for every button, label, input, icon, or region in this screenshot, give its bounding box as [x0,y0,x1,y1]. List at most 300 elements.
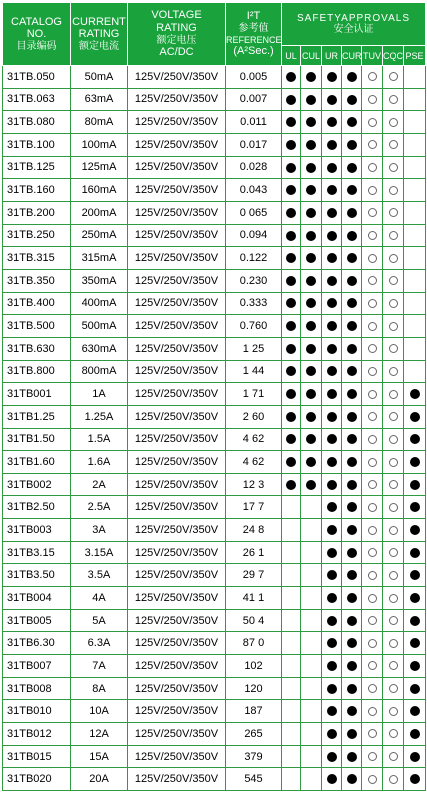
approval-cqc-cell [383,519,404,542]
filled-dot-icon [347,140,357,150]
filled-dot-icon [286,208,296,218]
approval-cul-cell [301,768,322,791]
filled-dot-icon [286,276,296,286]
approval-pse-cell [404,632,426,655]
i2t-value-cell: 0.333 [226,292,282,315]
approval-cur-cell [342,428,362,451]
filled-dot-icon [410,774,420,784]
approval-tuv-cell [362,269,383,292]
approval-cur-cell [342,677,362,700]
table-row [3,66,426,89]
hollow-circle-icon [368,95,377,104]
approval-cul-cell [301,496,322,519]
hollow-circle-icon [389,186,398,195]
approval-cqc-cell [383,473,404,496]
approval-tuv-cell [362,224,383,247]
filled-dot-icon [410,548,420,558]
hollow-circle-icon [389,254,398,263]
catalog-no-cell: 31TB.050 [3,66,71,89]
table-row [3,88,426,111]
approval-tuv-cell [362,496,383,519]
filled-dot-icon [347,502,357,512]
approval-ur-cell [322,383,342,406]
filled-dot-icon [327,480,337,490]
filled-dot-icon [327,434,337,444]
approval-cqc-cell [383,133,404,156]
filled-dot-icon [410,752,420,762]
catalog-no-cell: 31TB.200 [3,201,71,224]
approval-pse-cell [404,315,426,338]
current-rating-cell: 250mA [71,224,128,247]
current-rating-cell: 1.6A [71,451,128,474]
voltage-rating-cell: 125V/250V/350V [128,451,226,474]
hollow-circle-icon [368,163,377,172]
safety-header-line1: SAFETYAPPROVALS [297,12,411,24]
approval-ur-cell [322,745,342,768]
hollow-circle-icon [368,548,377,557]
voltage-header-acdc: AC/DC [159,46,194,59]
voltage-rating-cell: 125V/250V/350V [128,269,226,292]
filled-dot-icon [327,366,337,376]
filled-dot-icon [306,389,316,399]
voltage-rating-cell: 125V/250V/350V [128,519,226,542]
approval-pse-cell [404,609,426,632]
filled-dot-icon [347,389,357,399]
approval-pse-cell [404,655,426,678]
approval-ur-cell [322,405,342,428]
i2t-value-cell: 17 7 [226,496,282,519]
approval-ul-cell [282,451,301,474]
i2t-value-cell: 1 25 [226,337,282,360]
voltage-header-line2: RATING [156,21,197,34]
i2t-value-cell: 187 [226,700,282,723]
catalog-no-cell: 31TB002 [3,473,71,496]
catalog-no-cell: 31TB.350 [3,269,71,292]
approval-cqc-cell [383,66,404,89]
voltage-rating-cell: 125V/250V/350V [128,66,226,89]
approval-pse-cell [404,133,426,156]
approval-tuv-cell [362,609,383,632]
hollow-circle-icon [368,571,377,580]
catalog-no-cell: 31TB3.15 [3,541,71,564]
hollow-circle-icon [389,95,398,104]
filled-dot-icon [327,344,337,354]
catalog-header-cn: 目录编码 [16,40,57,52]
approval-pse-cell [404,473,426,496]
approval-cul-cell [301,337,322,360]
table-row [3,292,426,315]
hollow-circle-icon [389,412,398,421]
filled-dot-icon [347,480,357,490]
approval-cur-cell [342,383,362,406]
approval-ul-cell [282,768,301,791]
i2t-value-cell: 0.043 [226,179,282,202]
i2t-value-cell: 29 7 [226,564,282,587]
approval-pse-cell [404,496,426,519]
voltage-rating-cell: 125V/250V/350V [128,632,226,655]
voltage-rating-cell: 125V/250V/350V [128,337,226,360]
approval-cqc-cell [383,723,404,746]
approval-cur-cell [342,201,362,224]
approval-cul-cell [301,609,322,632]
approval-cul-cell [301,587,322,610]
approval-cul-cell [301,451,322,474]
hollow-circle-icon [389,163,398,172]
approval-tuv-cell [362,428,383,451]
i2t-value-cell: 1 44 [226,360,282,383]
current-rating-cell: 80mA [71,111,128,134]
approval-tuv-cell [362,632,383,655]
current-rating-cell: 1.5A [71,428,128,451]
filled-dot-icon [286,434,296,444]
filled-dot-icon [347,366,357,376]
approval-tuv-cell [362,156,383,179]
approval-pse-cell [404,88,426,111]
hollow-circle-icon [368,140,377,149]
filled-dot-icon [306,208,316,218]
catalog-no-cell: 31TB005 [3,609,71,632]
table-row [3,745,426,768]
current-rating-cell: 4A [71,587,128,610]
i2t-header-unit: (A²Sec.) [233,44,274,57]
filled-dot-icon [286,457,296,467]
approval-cqc-cell [383,179,404,202]
approval-ur-header: UR [322,46,342,66]
approval-cqc-cell [383,224,404,247]
approval-cur-cell [342,496,362,519]
approval-cqc-cell [383,201,404,224]
i2t-value-cell: 87 0 [226,632,282,655]
current-rating-cell: 800mA [71,360,128,383]
approval-cul-cell [301,564,322,587]
catalog-no-cell: 31TB1.60 [3,451,71,474]
table-row [3,564,426,587]
catalog-no-cell: 31TB.250 [3,224,71,247]
approval-cul-cell [301,315,322,338]
hollow-circle-icon [368,684,377,693]
approval-ur-cell [322,564,342,587]
table-row [3,723,426,746]
approval-ul-cell [282,111,301,134]
filled-dot-icon [286,321,296,331]
approval-ur-cell [322,541,342,564]
filled-dot-icon [286,231,296,241]
filled-dot-icon [327,412,337,422]
approval-ur-cell [322,88,342,111]
catalog-no-cell: 31TB.063 [3,88,71,111]
filled-dot-icon [306,163,316,173]
voltage-rating-cell: 125V/250V/350V [128,201,226,224]
i2t-value-cell: 265 [226,723,282,746]
approval-cur-cell [342,768,362,791]
approval-cqc-header: CQC [383,46,404,66]
filled-dot-icon [347,638,357,648]
filled-dot-icon [410,525,420,535]
i2t-value-cell: 0.122 [226,247,282,270]
approval-ul-cell [282,133,301,156]
filled-dot-icon [286,140,296,150]
i2t-value-cell: 0.007 [226,88,282,111]
hollow-circle-icon [389,276,398,285]
approval-ul-cell [282,519,301,542]
filled-dot-icon [306,95,316,105]
approval-ul-cell [282,315,301,338]
table-row [3,247,426,270]
current-rating-cell: 50mA [71,66,128,89]
approval-ul-cell [282,564,301,587]
voltage-rating-cell: 125V/250V/350V [128,541,226,564]
approval-cqc-cell [383,587,404,610]
catalog-no-cell: 31TB.125 [3,156,71,179]
voltage-header-cn: 额定电压 [156,34,197,46]
table-row [3,541,426,564]
approval-tuv-cell [362,473,383,496]
i2t-header-line1: I²T [246,10,261,23]
approval-tuv-cell [362,337,383,360]
hollow-circle-icon [368,729,377,738]
approval-ul-cell [282,383,301,406]
table-row [3,519,426,542]
catalog-no-cell: 31TB.160 [3,179,71,202]
filled-dot-icon [347,185,357,195]
i2t-value-cell: 379 [226,745,282,768]
filled-dot-icon [286,480,296,490]
catalog-no-cell: 31TB015 [3,745,71,768]
approval-cul-cell [301,723,322,746]
i2t-value-cell: 41 1 [226,587,282,610]
current-rating-cell: 100mA [71,133,128,156]
approval-cur-cell [342,405,362,428]
approval-cur-cell [342,745,362,768]
approval-tuv-cell [362,179,383,202]
approval-cul-cell [301,519,322,542]
hollow-circle-icon [389,594,398,603]
filled-dot-icon [327,774,337,784]
approval-cur-cell [342,541,362,564]
table-row [3,451,426,474]
hollow-circle-icon [389,752,398,761]
filled-dot-icon [410,616,420,626]
voltage-rating-cell: 125V/250V/350V [128,224,226,247]
filled-dot-icon [306,457,316,467]
hollow-circle-icon [368,72,377,81]
i2t-header [226,3,282,66]
filled-dot-icon [410,661,420,671]
filled-dot-icon [327,253,337,263]
filled-dot-icon [347,117,357,127]
filled-dot-icon [286,95,296,105]
filled-dot-icon [410,729,420,739]
approval-cur-cell [342,315,362,338]
hollow-circle-icon [368,186,377,195]
filled-dot-icon [410,706,420,716]
approval-cur-cell [342,292,362,315]
approval-ur-cell [322,700,342,723]
approval-cur-cell [342,337,362,360]
i2t-value-cell: 4 62 [226,428,282,451]
hollow-circle-icon [389,503,398,512]
catalog-no-cell: 31TB.500 [3,315,71,338]
current-rating-cell: 7A [71,655,128,678]
fuse-spec-table [2,2,426,791]
approval-cul-cell [301,677,322,700]
approval-ul-cell [282,88,301,111]
voltage-rating-cell: 125V/250V/350V [128,179,226,202]
hollow-circle-icon [368,412,377,421]
filled-dot-icon [286,117,296,127]
approval-cul-cell [301,473,322,496]
table-row [3,700,426,723]
approval-cul-cell [301,269,322,292]
approval-ur-cell [322,66,342,89]
approval-cul-header: CUL [301,46,322,66]
i2t-header-reference: REFERENCE [226,34,282,45]
voltage-rating-cell: 125V/250V/350V [128,156,226,179]
filled-dot-icon [347,548,357,558]
filled-dot-icon [327,502,337,512]
approval-pse-cell [404,269,426,292]
approval-ul-cell [282,700,301,723]
filled-dot-icon [347,208,357,218]
hollow-circle-icon [389,639,398,648]
hollow-circle-icon [368,322,377,331]
i2t-value-cell: 50 4 [226,609,282,632]
filled-dot-icon [347,321,357,331]
approval-cqc-cell [383,156,404,179]
approval-ur-cell [322,133,342,156]
approval-pse-cell [404,700,426,723]
approval-ur-cell [322,224,342,247]
approval-cqc-cell [383,768,404,791]
filled-dot-icon [327,389,337,399]
filled-dot-icon [347,344,357,354]
filled-dot-icon [327,95,337,105]
catalog-no-cell: 31TB3.50 [3,564,71,587]
filled-dot-icon [327,163,337,173]
approval-ur-cell [322,473,342,496]
approval-tuv-cell [362,519,383,542]
i2t-value-cell: 0.005 [226,66,282,89]
filled-dot-icon [410,570,420,580]
voltage-rating-cell: 125V/250V/350V [128,723,226,746]
i2t-value-cell: 545 [226,768,282,791]
approval-cur-cell [342,519,362,542]
hollow-circle-icon [389,390,398,399]
filled-dot-icon [347,72,357,82]
filled-dot-icon [306,72,316,82]
table-row [3,224,426,247]
i2t-value-cell: 0.760 [226,315,282,338]
current-rating-cell: 630mA [71,337,128,360]
voltage-rating-cell: 125V/250V/350V [128,745,226,768]
approval-pse-cell [404,179,426,202]
approval-pse-cell [404,224,426,247]
table-row [3,428,426,451]
approval-ur-cell [322,360,342,383]
filled-dot-icon [306,412,316,422]
hollow-circle-icon [389,480,398,489]
current-rating-cell: 8A [71,677,128,700]
current-rating-cell: 3.5A [71,564,128,587]
voltage-rating-cell: 125V/250V/350V [128,768,226,791]
approval-cqc-cell [383,564,404,587]
hollow-circle-icon [389,775,398,784]
current-rating-cell: 15A [71,745,128,768]
table-row [3,677,426,700]
approval-cul-cell [301,224,322,247]
filled-dot-icon [347,298,357,308]
approval-tuv-cell [362,768,383,791]
table-row [3,133,426,156]
filled-dot-icon [327,752,337,762]
current-rating-cell: 3A [71,519,128,542]
hollow-circle-icon [389,344,398,353]
fuse-spec-rows [3,66,426,791]
hollow-circle-icon [389,729,398,738]
hollow-circle-icon [389,458,398,467]
table-row [3,473,426,496]
current-rating-cell: 160mA [71,179,128,202]
approval-pse-cell [404,541,426,564]
approval-cul-cell [301,247,322,270]
table-row [3,405,426,428]
filled-dot-icon [306,276,316,286]
approval-cul-cell [301,405,322,428]
catalog-no-cell: 31TB1.25 [3,405,71,428]
hollow-circle-icon [389,435,398,444]
approval-cur-cell [342,66,362,89]
approval-pse-cell [404,677,426,700]
i2t-value-cell: 12 3 [226,473,282,496]
approval-cul-cell [301,383,322,406]
approval-cul-cell [301,133,322,156]
catalog-no-cell: 31TB.315 [3,247,71,270]
hollow-circle-icon [368,639,377,648]
approval-cul-cell [301,66,322,89]
approval-cur-cell [342,564,362,587]
i2t-value-cell: 2 60 [226,405,282,428]
approval-cqc-cell [383,383,404,406]
voltage-rating-cell: 125V/250V/350V [128,383,226,406]
approval-tuv-header: TUV [362,46,383,66]
approval-tuv-cell [362,292,383,315]
hollow-circle-icon [368,208,377,217]
table-row [3,632,426,655]
approval-ur-cell [322,156,342,179]
hollow-circle-icon [368,118,377,127]
catalog-no-cell: 31TB.400 [3,292,71,315]
hollow-circle-icon [368,344,377,353]
approval-cur-cell [342,224,362,247]
current-rating-cell: 6.3A [71,632,128,655]
hollow-circle-icon [368,661,377,670]
hollow-circle-icon [368,480,377,489]
filled-dot-icon [347,163,357,173]
catalog-no-cell: 31TB008 [3,677,71,700]
approval-cqc-cell [383,337,404,360]
approval-ul-cell [282,609,301,632]
catalog-no-cell: 31TB.630 [3,337,71,360]
filled-dot-icon [347,706,357,716]
filled-dot-icon [347,276,357,286]
current-header-cn: 额定电流 [79,40,119,52]
hollow-circle-icon [389,707,398,716]
current-rating-cell: 500mA [71,315,128,338]
approval-ul-cell [282,473,301,496]
approval-cul-cell [301,700,322,723]
filled-dot-icon [347,616,357,626]
catalog-no-cell: 31TB.080 [3,111,71,134]
